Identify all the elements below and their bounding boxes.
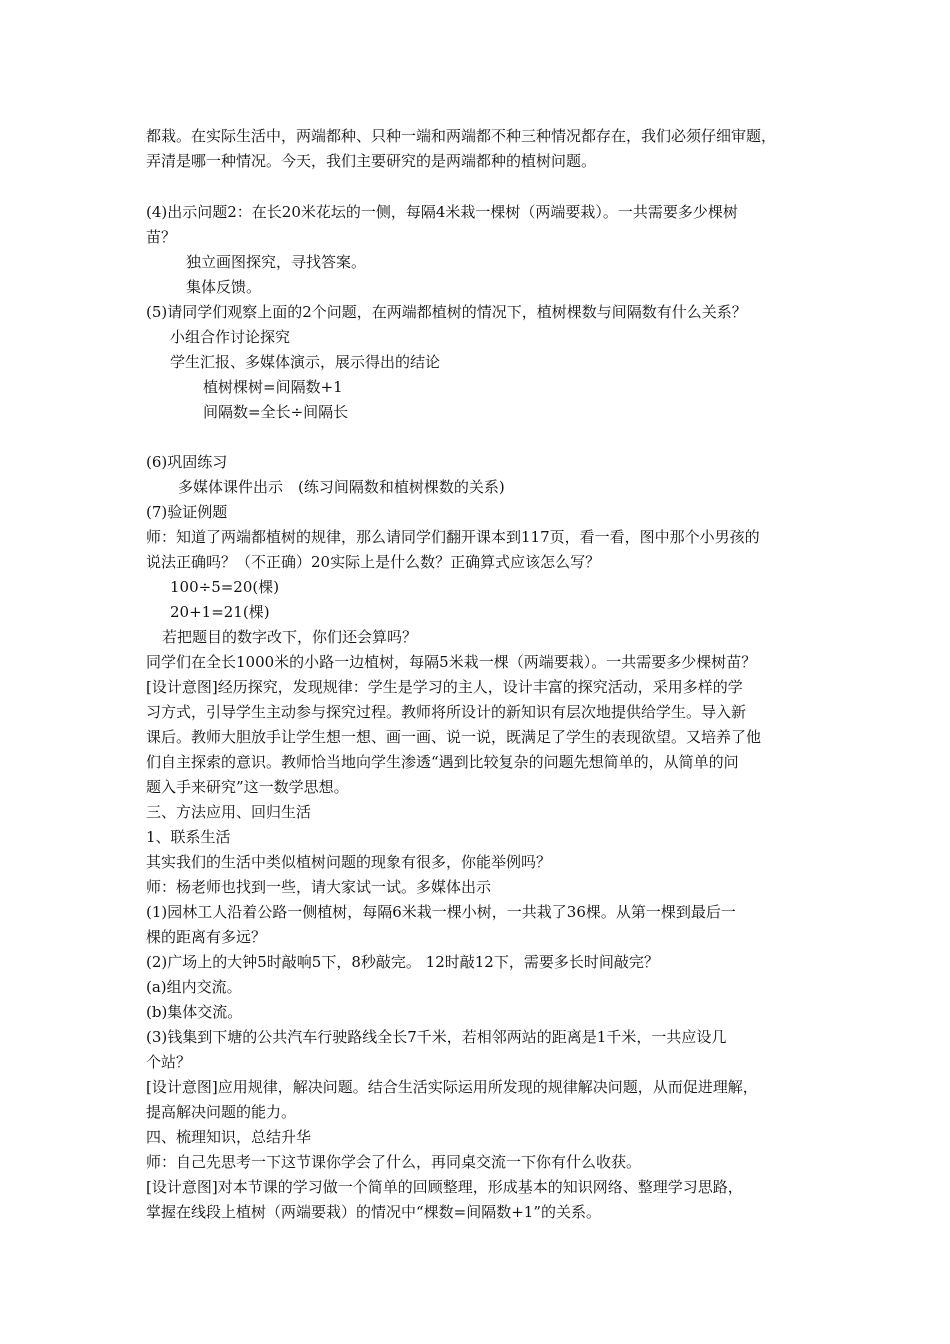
text-line: 若把题目的数字改下，你们还会算吗？ xyxy=(162,628,418,646)
text-line: 弄清是哪一种情况。今天，我们主要研究的是两端都种的植树问题。 xyxy=(146,152,597,170)
text-line: 1、联系生活 xyxy=(146,828,231,846)
text-line: 同学们在全长1000米的小路一边植树，每隔5米栽一棵（两端要栽）。一共需要多少棵树苗？ xyxy=(146,653,757,671)
text-line: 多媒体课件出示 (练习间隔数和植树棵数的关系) xyxy=(178,478,505,496)
text-line: (a)组内交流。 xyxy=(146,978,242,996)
text-line: 三、方法应用、回归生活 xyxy=(146,803,312,821)
text-line: (1)园林工人沿着公路一侧植树，每隔6米栽一棵小树，一共栽了36棵。从第一棵到最后一 xyxy=(146,903,736,921)
text-line: 间隔数=全长÷间隔长 xyxy=(203,403,349,421)
text-line: 师：杨老师也找到一些，请大家试一试。多媒体出示 xyxy=(146,878,492,896)
text-line: 课后。教师大胆放手让学生想一想、画一画、说一说，既满足了学生的表现欲望。又培养了他 xyxy=(146,728,762,746)
text-line: 个站？ xyxy=(146,1053,192,1071)
text-line: 提高解决问题的能力。 xyxy=(146,1103,297,1121)
text-line: (4)出示问题2：在长20米花坛的一侧，每隔4米栽一棵树（两端要栽）。一共需要多少棵树 xyxy=(146,203,738,221)
text-line: [设计意图]应用规律，解决问题。结合生活实际运用所发现的规律解决问题，从而促进理解， xyxy=(146,1078,758,1096)
text-line: [设计意图]对本节课的学习做一个简单的回顾整理，形成基本的知识网络、整理学习思路， xyxy=(146,1178,743,1196)
text-line: 其实我们的生活中类似植树问题的现象有很多，你能举例吗？ xyxy=(146,853,552,871)
text-line: (6)巩固练习 xyxy=(146,453,228,471)
text-line: 都栽。在实际生活中，两端都种、只种一端和两端都不种三种情况都存在，我们必须仔细审题， xyxy=(146,127,777,145)
text-line: 棵的距离有多远？ xyxy=(146,928,267,946)
text-line: (5)请同学们观察上面的2个问题，在两端都植树的情况下，植树棵数与间隔数有什么关系？ xyxy=(146,303,747,321)
text-line: (2)广场上的大钟5时敲响5下，8秒敲完。 12时敲12下，需要多长时间敲完？ xyxy=(146,953,659,971)
text-line: 四、梳理知识，总结升华 xyxy=(146,1128,312,1146)
text-line: (b)集体交流。 xyxy=(146,1003,243,1021)
text-line: (3)钱集到下塘的公共汽车行驶路线全长7千米，若相邻两站的距离是1千米，一共应设几 xyxy=(146,1028,727,1046)
text-line: 们自主探索的意识。教师恰当地向学生渗透“遇到比较复杂的问题先想简单的，从简单的问 xyxy=(146,753,739,771)
text-line: [设计意图]经历探究，发现规律：学生是学习的主人，设计丰富的探究活动，采用多样的学 xyxy=(146,678,743,696)
text-line: (7)验证例题 xyxy=(146,503,228,521)
text-line: 100÷5=20(棵) xyxy=(170,578,280,596)
text-line: 师：知道了两端都植树的规律，那么请同学们翻开课本到117页，看一看，图中那个小男孩的 xyxy=(146,528,760,546)
text-line: 集体反馈。 xyxy=(186,278,262,296)
text-line: 题入手来研究”这一数学思想。 xyxy=(146,778,349,796)
text-line: 植树棵树=间隔数+1 xyxy=(203,378,343,396)
text-line: 苗？ xyxy=(146,228,177,246)
text-line: 20+1=21(棵) xyxy=(170,603,270,621)
text-line: 习方式，引导学生主动参与探究过程。教师将所设计的新知识有层次地提供给学生。导入新 xyxy=(146,703,747,721)
text-line: 小组合作讨论探究 xyxy=(170,328,291,346)
text-line: 师：自己先思考一下这节课你学会了什么，再同桌交流一下你有什么收获。 xyxy=(146,1153,642,1171)
text-line: 掌握在线段上植树（两端要栽）的情况中“棵数=间隔数+1”的关系。 xyxy=(146,1203,602,1221)
text-line: 独立画图探究，寻找答案。 xyxy=(186,253,367,271)
text-line: 说法正确吗？（不正确）20实际上是什么数？正确算式应该怎么写？ xyxy=(146,553,601,571)
text-line: 学生汇报、多媒体演示，展示得出的结论 xyxy=(170,353,441,371)
